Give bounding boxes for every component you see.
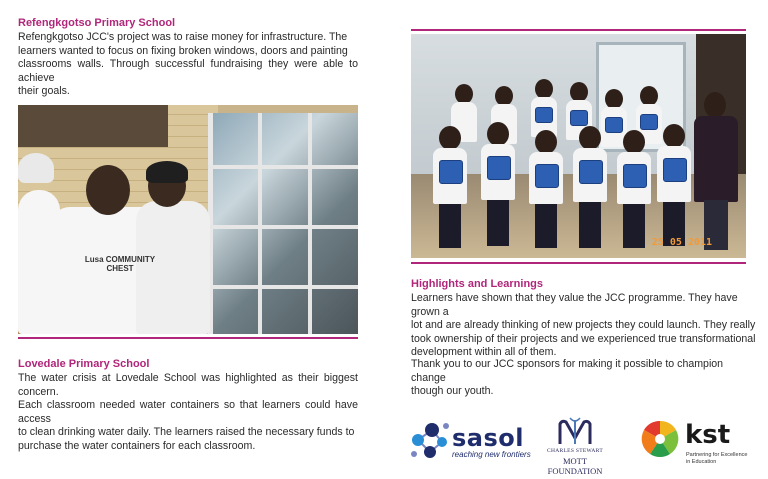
paragraph-line: their goals.	[18, 85, 70, 98]
photo1-underline	[18, 337, 358, 339]
kst-tagline-line2: in Education	[686, 459, 717, 465]
paragraph-line: Each classroom needed water containers so that learners could have access	[18, 399, 358, 425]
highlights-heading: Highlights and Learnings	[411, 278, 544, 290]
photo2-topline	[411, 29, 746, 31]
sasol-molecule-icon	[408, 418, 452, 462]
group-with-bags-photo	[411, 34, 746, 258]
kst-tagline-line1: Partnering for Excellence	[686, 452, 748, 458]
paragraph-line: development within all of them.	[411, 346, 557, 359]
kst-flower-icon	[640, 420, 680, 458]
refengkgotso-paragraph	[18, 31, 358, 99]
paragraph-line: learners wanted to focus on fixing broken windows, doors and painting	[18, 44, 348, 57]
photo-date-stamp: 25 05 2011	[651, 237, 712, 248]
paragraph-line: took ownership of their projects and we experienced true transformational	[411, 332, 756, 345]
paragraph-line: The water crisis at Lovedale School was highlighted as their biggest concern.	[18, 372, 358, 398]
thanks-paragraph	[411, 358, 756, 399]
mott-foundation-line1: CHARLES STEWART	[547, 448, 603, 454]
paragraph-line: classrooms walls. Through successful fundraising they were able to achieve	[18, 58, 358, 84]
photo2-underline	[411, 262, 746, 264]
lovedale-paragraph	[18, 372, 358, 454]
paragraph-line: Learners have shown that they value the JCC programme. They have grown a	[411, 292, 738, 318]
paragraph-line: purchase the water containers for each classroom.	[18, 439, 256, 452]
lovedale-heading: Lovedale Primary School	[18, 358, 150, 370]
paragraph-line: to clean drinking water daily. The learners raised the necessary funds to	[18, 426, 355, 439]
refengkgotso-heading: Refengkgotso Primary School	[18, 17, 176, 29]
paragraph-line: Thank you to our JCC sponsors for making it possible to champion change	[411, 358, 724, 384]
paragraph-line: though our youth.	[411, 385, 494, 398]
paragraph-line: Refengkgotso JCC's project was to raise money for infrastructure. The	[18, 31, 348, 43]
sasol-logo-text: sasol	[452, 424, 524, 452]
students-at-window-photo	[18, 105, 358, 334]
sasol-tagline: reaching new frontiers	[452, 450, 531, 459]
highlights-paragraph	[411, 292, 756, 360]
kst-logo-text: kst	[685, 420, 731, 450]
mott-foundation-line2: MOTT FOUNDATION	[547, 456, 603, 476]
paragraph-line: lot and are already thinking of new projects they could launch. They really	[411, 319, 756, 332]
mott-foundation-logo-icon	[556, 416, 594, 448]
shirt-print: Lusa COMMUNITY CHEST	[84, 255, 156, 273]
